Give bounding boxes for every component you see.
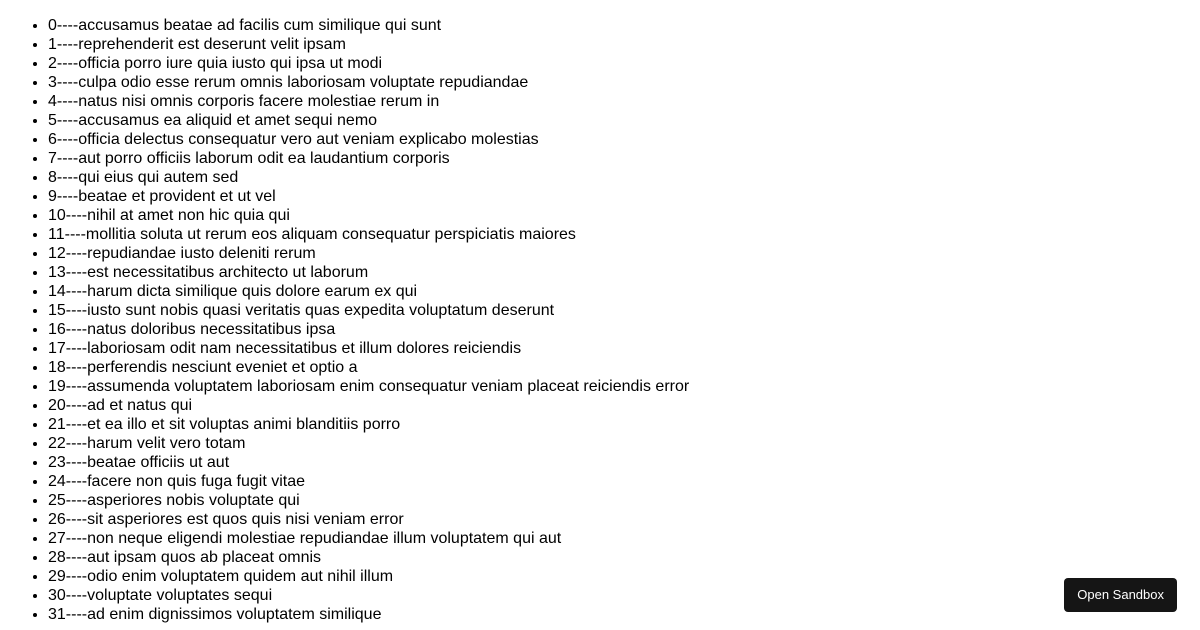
list-item: • 6----officia delectus consequatur vero aut veniam explicabo molestias bbox=[48, 130, 689, 149]
list-item: • 18----perferendis nesciunt eveniet et optio a bbox=[48, 358, 689, 377]
list-item: • 16----natus doloribus necessitatibus ipsa bbox=[48, 320, 689, 339]
list-item: • 24----facere non quis fuga fugit vitae bbox=[48, 472, 689, 491]
open-sandbox-button[interactable]: Open Sandbox bbox=[1064, 578, 1177, 612]
list-item: • 4----natus nisi omnis corporis facere molestiae rerum in bbox=[48, 92, 689, 111]
list-item: • 21----et ea illo et sit voluptas animi blanditiis porro bbox=[48, 415, 689, 434]
list-item: • 13----est necessitatibus architecto ut laborum bbox=[48, 263, 689, 282]
list-item: • 19----assumenda voluptatem laboriosam enim consequatur veniam placeat reiciendis error bbox=[48, 377, 689, 396]
list-item: • 22----harum velit vero totam bbox=[48, 434, 689, 453]
list-item: • 10----nihil at amet non hic quia qui bbox=[48, 206, 689, 225]
list-item: • 29----odio enim voluptatem quidem aut nihil illum bbox=[48, 567, 689, 586]
list-item: • 0----accusamus beatae ad facilis cum similique qui sunt bbox=[48, 16, 689, 35]
list-item: • 1----reprehenderit est deserunt velit ipsam bbox=[48, 35, 689, 54]
list-item: • 14----harum dicta similique quis dolore earum ex qui bbox=[48, 282, 689, 301]
list-item: • 20----ad et natus qui bbox=[48, 396, 689, 415]
list-item: • 17----laboriosam odit nam necessitatibus et illum dolores reiciendis bbox=[48, 339, 689, 358]
list-item: • 2----officia porro iure quia iusto qui ipsa ut modi bbox=[48, 54, 689, 73]
list-item: • 5----accusamus ea aliquid et amet sequi nemo bbox=[48, 111, 689, 130]
list-item: • 3----culpa odio esse rerum omnis laboriosam voluptate repudiandae bbox=[48, 73, 689, 92]
list-item: • 9----beatae et provident et ut vel bbox=[48, 187, 689, 206]
list-item: • 8----qui eius qui autem sed bbox=[48, 168, 689, 187]
list-item: • 27----non neque eligendi molestiae repudiandae illum voluptatem qui aut bbox=[48, 529, 689, 548]
list-item: • 12----repudiandae iusto deleniti rerum bbox=[48, 244, 689, 263]
list-item: • 25----asperiores nobis voluptate qui bbox=[48, 491, 689, 510]
list-item: • 31----ad enim dignissimos voluptatem similique bbox=[48, 605, 689, 624]
list-item: • 7----aut porro officiis laborum odit ea laudantium corporis bbox=[48, 149, 689, 168]
list-item: • 11----mollitia soluta ut rerum eos aliquam consequatur perspiciatis maiores bbox=[48, 225, 689, 244]
list-item: • 28----aut ipsam quos ab placeat omnis bbox=[48, 548, 689, 567]
list-item: • 30----voluptate voluptates sequi bbox=[48, 586, 689, 605]
list-item: • 15----iusto sunt nobis quasi veritatis quas expedita voluptatum deserunt bbox=[48, 301, 689, 320]
item-list bbox=[0, 16, 689, 624]
list-item: • 23----beatae officiis ut aut bbox=[48, 453, 689, 472]
list-item: • 26----sit asperiores est quos quis nisi veniam error bbox=[48, 510, 689, 529]
